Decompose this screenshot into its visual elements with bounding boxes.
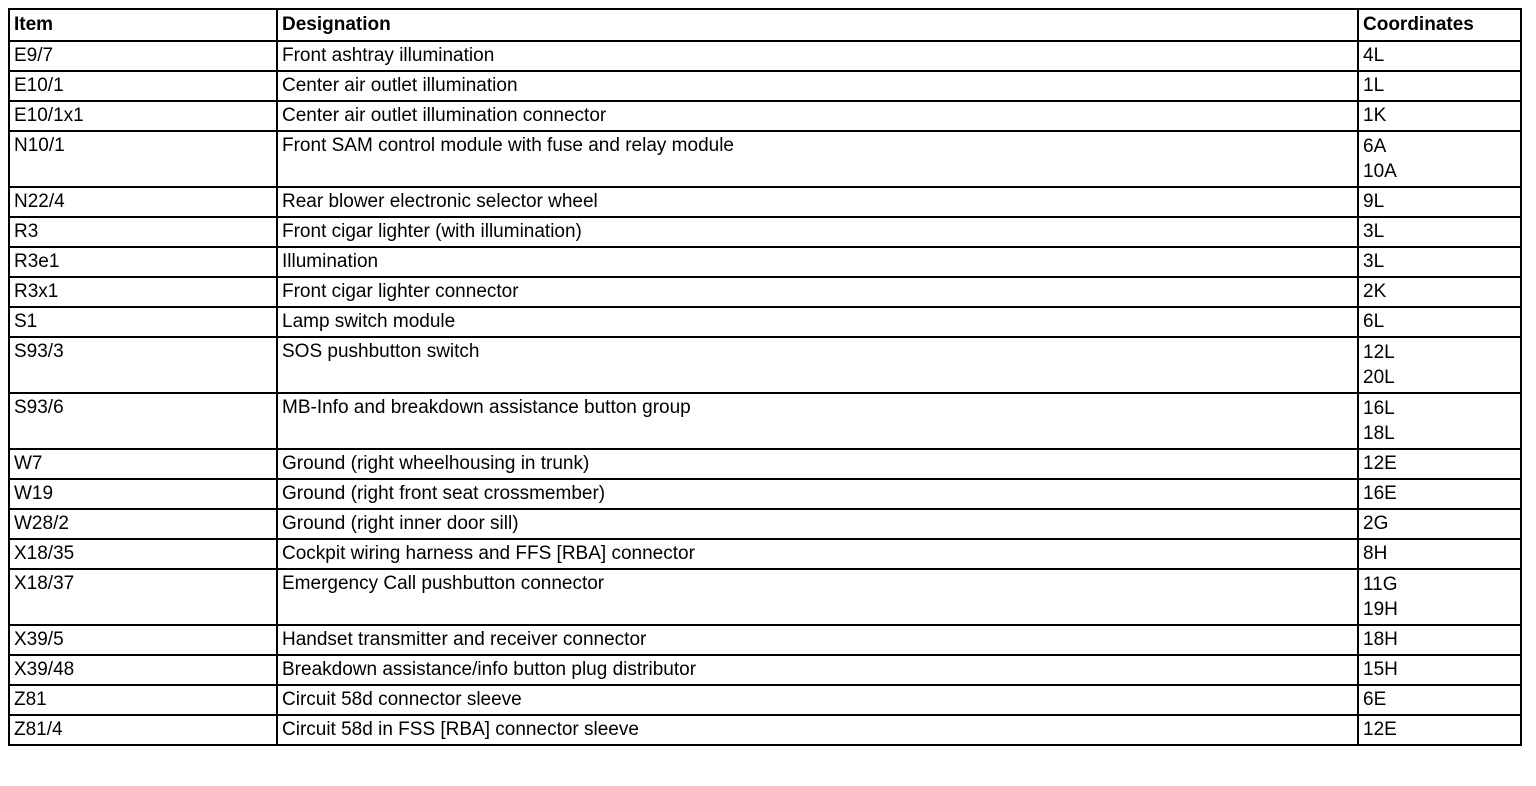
coordinate-value: 18H xyxy=(1363,629,1398,650)
designation-cell: Ground (right front seat crossmember) xyxy=(277,479,1358,509)
item-cell: E9/7 xyxy=(9,41,277,71)
coordinates-cell xyxy=(1358,277,1521,307)
item-cell: E10/1x1 xyxy=(9,101,277,131)
item-cell: S93/6 xyxy=(9,393,277,449)
item-cell: E10/1 xyxy=(9,71,277,101)
item-cell: S1 xyxy=(9,307,277,337)
table-row xyxy=(9,307,1521,337)
table-row xyxy=(9,393,1521,449)
table-row xyxy=(9,41,1521,71)
designation-cell: SOS pushbutton switch xyxy=(277,337,1358,393)
designation-cell: Breakdown assistance/info button plug distributor xyxy=(277,655,1358,685)
designation-cell: Emergency Call pushbutton connector xyxy=(277,569,1358,625)
coordinate-value: 12E xyxy=(1363,719,1397,740)
designation-cell: Rear blower electronic selector wheel xyxy=(277,187,1358,217)
designation-cell: Front cigar lighter (with illumination) xyxy=(277,217,1358,247)
coordinates-cell xyxy=(1358,479,1521,509)
designation-cell: Front ashtray illumination xyxy=(277,41,1358,71)
coordinate-value: 8H xyxy=(1363,543,1388,564)
coordinates-cell xyxy=(1358,71,1521,101)
coordinate-value: 11G xyxy=(1363,574,1398,595)
coordinate-value: 10A xyxy=(1363,161,1397,182)
table-row xyxy=(9,569,1521,625)
designation-cell: Front cigar lighter connector xyxy=(277,277,1358,307)
component-legend-table xyxy=(8,8,1522,746)
item-cell: Z81/4 xyxy=(9,715,277,745)
table-row xyxy=(9,685,1521,715)
coordinate-value: 1L xyxy=(1363,75,1385,96)
item-cell: Z81 xyxy=(9,685,277,715)
designation-cell: Center air outlet illumination xyxy=(277,71,1358,101)
header-item: Item xyxy=(9,9,277,41)
coordinate-value: 2K xyxy=(1363,281,1387,302)
designation-cell: Front SAM control module with fuse and relay module xyxy=(277,131,1358,187)
designation-cell: Ground (right wheelhousing in trunk) xyxy=(277,449,1358,479)
table-row xyxy=(9,337,1521,393)
designation-cell: Ground (right inner door sill) xyxy=(277,509,1358,539)
designation-cell: Circuit 58d connector sleeve xyxy=(277,685,1358,715)
designation-cell: Cockpit wiring harness and FFS [RBA] connector xyxy=(277,539,1358,569)
coordinates-cell xyxy=(1358,393,1521,449)
coordinate-value: 18L xyxy=(1363,423,1395,444)
coordinate-value: 4L xyxy=(1363,45,1385,66)
item-cell: S93/3 xyxy=(9,337,277,393)
coordinates-cell xyxy=(1358,247,1521,277)
coordinates-cell xyxy=(1358,337,1521,393)
coordinates-cell xyxy=(1358,569,1521,625)
coordinates-cell xyxy=(1358,449,1521,479)
item-cell: X18/37 xyxy=(9,569,277,625)
table-row xyxy=(9,101,1521,131)
coordinates-cell xyxy=(1358,101,1521,131)
coordinate-value: 19H xyxy=(1363,599,1398,620)
table-row xyxy=(9,131,1521,187)
coordinates-cell xyxy=(1358,685,1521,715)
coordinate-value: 1K xyxy=(1363,105,1387,126)
item-cell: X39/48 xyxy=(9,655,277,685)
table-row xyxy=(9,187,1521,217)
table-row xyxy=(9,625,1521,655)
item-cell: R3 xyxy=(9,217,277,247)
table-row xyxy=(9,449,1521,479)
item-cell: N22/4 xyxy=(9,187,277,217)
item-cell: W7 xyxy=(9,449,277,479)
coordinate-value: 12E xyxy=(1363,453,1397,474)
table-row xyxy=(9,479,1521,509)
item-cell: X39/5 xyxy=(9,625,277,655)
coordinate-value: 20L xyxy=(1363,367,1395,388)
item-cell: R3e1 xyxy=(9,247,277,277)
coordinate-value: 12L xyxy=(1363,342,1395,363)
table-row xyxy=(9,509,1521,539)
coordinates-cell xyxy=(1358,187,1521,217)
coordinates-cell xyxy=(1358,217,1521,247)
designation-cell: MB-Info and breakdown assistance button group xyxy=(277,393,1358,449)
coordinates-cell xyxy=(1358,131,1521,187)
table-body xyxy=(9,41,1521,745)
coordinate-value: 6L xyxy=(1363,311,1385,332)
coordinate-value: 6A xyxy=(1363,136,1387,157)
item-cell: W19 xyxy=(9,479,277,509)
designation-cell: Handset transmitter and receiver connector xyxy=(277,625,1358,655)
table-row xyxy=(9,715,1521,745)
designation-cell: Lamp switch module xyxy=(277,307,1358,337)
designation-cell: Illumination xyxy=(277,247,1358,277)
coordinates-cell xyxy=(1358,41,1521,71)
coordinate-value: 9L xyxy=(1363,191,1385,212)
table-row xyxy=(9,247,1521,277)
header-coordinates: Coordinates xyxy=(1358,9,1521,41)
table-row xyxy=(9,217,1521,247)
table-row xyxy=(9,655,1521,685)
table-row xyxy=(9,277,1521,307)
coordinate-value: 3L xyxy=(1363,221,1385,242)
item-cell: R3x1 xyxy=(9,277,277,307)
coordinate-value: 6E xyxy=(1363,689,1387,710)
designation-cell: Center air outlet illumination connector xyxy=(277,101,1358,131)
table-row xyxy=(9,71,1521,101)
coordinate-value: 16E xyxy=(1363,483,1397,504)
header-designation: Designation xyxy=(277,9,1358,41)
coordinate-value: 15H xyxy=(1363,659,1398,680)
item-cell: N10/1 xyxy=(9,131,277,187)
table-row xyxy=(9,539,1521,569)
coordinate-value: 16L xyxy=(1363,398,1395,419)
item-cell: X18/35 xyxy=(9,539,277,569)
coordinates-cell xyxy=(1358,625,1521,655)
coordinate-value: 2G xyxy=(1363,513,1389,534)
coordinate-value: 3L xyxy=(1363,251,1385,272)
coordinates-cell xyxy=(1358,539,1521,569)
coordinates-cell xyxy=(1358,655,1521,685)
designation-cell: Circuit 58d in FSS [RBA] connector sleeve xyxy=(277,715,1358,745)
coordinates-cell xyxy=(1358,509,1521,539)
coordinates-cell xyxy=(1358,307,1521,337)
item-cell: W28/2 xyxy=(9,509,277,539)
table-header-row xyxy=(9,9,1521,41)
coordinates-cell xyxy=(1358,715,1521,745)
